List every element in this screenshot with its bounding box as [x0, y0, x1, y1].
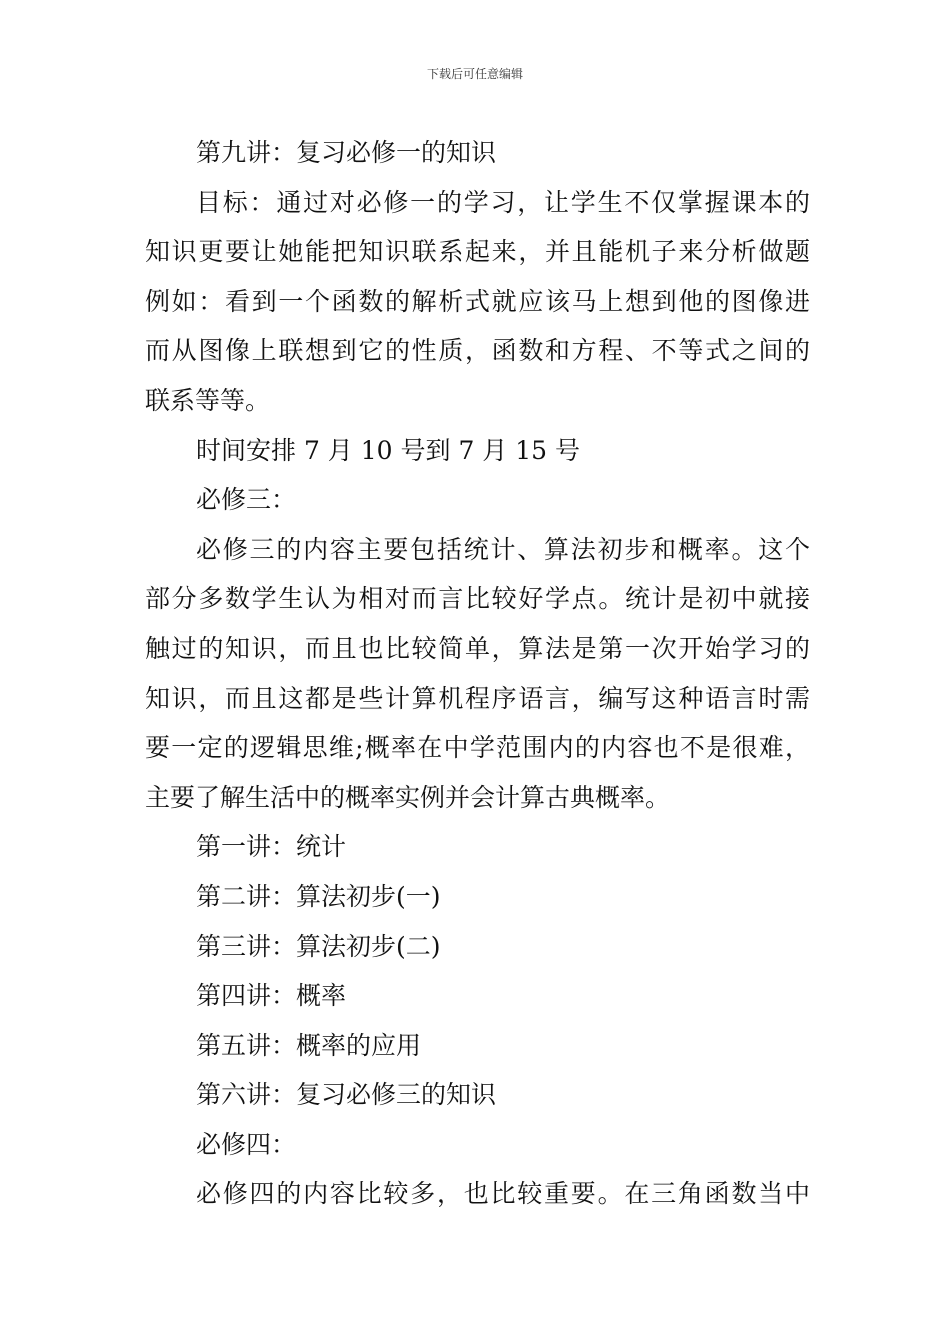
- text-line: 主要了解生活中的概率实例并会计算古典概率。: [145, 782, 671, 812]
- document-body: [145, 128, 810, 1219]
- text-line: 部分多数学生认为相对而言比较好学点。统计是初中就接: [145, 584, 810, 614]
- text-line: 要一定的逻辑思维;概率在中学范围内的内容也不是很难，: [145, 733, 810, 763]
- text-line: 触过的知识，而且也比较简单，算法是第一次开始学习的: [145, 633, 810, 663]
- text-line: 第九讲：复习必修一的知识: [196, 138, 497, 167]
- text-line: 联系等等。: [145, 385, 271, 415]
- text-line: 第一讲：统计: [196, 832, 347, 862]
- text-line: 第三讲：算法初步(二): [196, 931, 441, 961]
- text-line: 必修四的内容比较多，也比较重要。在三角函数当中: [196, 1179, 810, 1209]
- text-line: 第六讲：复习必修三的知识: [196, 1080, 497, 1110]
- text-line: 第五讲：概率的应用: [196, 1030, 422, 1060]
- page-header-note: 下载后可任意编辑: [426, 67, 523, 81]
- text-line: 知识更要让她能把知识联系起来，并且能机子来分析做题: [145, 237, 810, 267]
- text-line: 必修三的内容主要包括统计、算法初步和概率。这个: [196, 534, 810, 564]
- text-line: 目标：通过对必修一的学习，让学生不仅掌握课本的: [196, 187, 810, 217]
- text-line: 第四讲：概率: [196, 981, 347, 1011]
- text-line: 第二讲：算法初步(一): [196, 881, 441, 911]
- text-line: 必修三：: [196, 485, 297, 515]
- text-line: 例如：看到一个函数的解析式就应该马上想到他的图像进: [145, 286, 810, 316]
- text-line: 知识，而且这都是些计算机程序语言，编写这种语言时需: [145, 683, 810, 713]
- text-line: 必修四：: [196, 1129, 297, 1159]
- text-line: 时间安排 7 月 10 号到 7 月 15 号: [196, 435, 581, 465]
- text-line: 而从图像上联想到它的性质，函数和方程、不等式之间的: [145, 336, 810, 366]
